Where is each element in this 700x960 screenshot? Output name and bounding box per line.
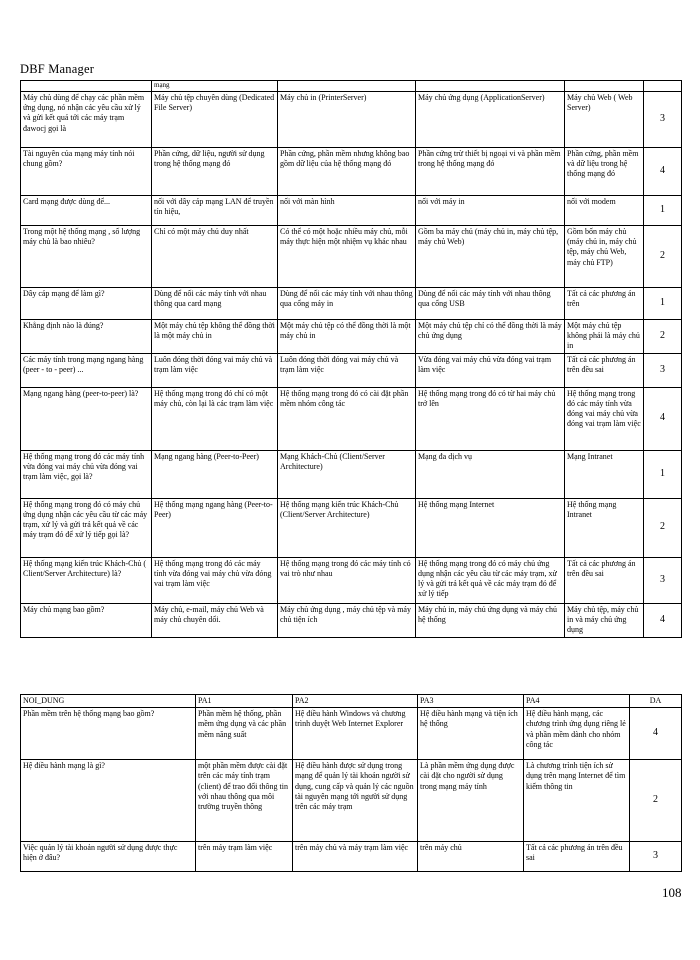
option-cell-pa3: Phần cứng trừ thiết bị ngoại vi và phần mềm trong hệ thống mạng đó xyxy=(416,148,565,196)
header-pa2: PA2 xyxy=(293,695,418,708)
answer-cell: 1 xyxy=(644,450,682,498)
table-row xyxy=(21,196,682,226)
option-cell-pa3: Dùng để nối các máy tính với nhau thông qua cổng USB xyxy=(416,288,565,320)
answer-cell: 2 xyxy=(644,226,682,288)
option-cell-pa3: Máy chủ in, máy chủ ứng dụng và máy chủ hệ thống xyxy=(416,603,565,637)
table-row xyxy=(21,320,682,354)
question-cell: Dây cáp mạng để làm gì? xyxy=(21,288,152,320)
question-cell: Việc quản lý tài khoản người sử dụng được thực hiện ở đâu? xyxy=(21,842,196,872)
question-cell: Máy chủ dùng để chạy các phần mềm ứng dụng, nó nhận các yêu cầu xử lý và gửi kết quả tới các máy trạm đawocj gọi là xyxy=(21,92,152,148)
answer-cell: 4 xyxy=(644,387,682,450)
option-cell-pa2: Máy chủ in (PrinterServer) xyxy=(278,92,416,148)
option-cell-pa2: trên máy chủ và máy trạm làm việc xyxy=(293,842,418,872)
option-cell-pa3: Gồm ba máy chủ (máy chủ in, máy chủ tệp, máy chủ Web) xyxy=(416,226,565,288)
option-cell-pa4: Hệ điều hành mạng, các chương trình ứng dụng riêng lẻ và phần mềm dành cho nhóm công tác xyxy=(524,708,630,760)
option-cell-pa2: Dùng để nối các máy tính với nhau thông qua cổng máy in xyxy=(278,288,416,320)
option-cell-pa1: Máy chủ, e-mail, máy chủ Web và máy chủ chuyên dổi. xyxy=(152,603,278,637)
table-row xyxy=(21,450,682,498)
answer-cell: 4 xyxy=(630,708,682,760)
answer-cell: 4 xyxy=(644,148,682,196)
question-cell: Tài nguyên của mạng máy tính nói chung gồm? xyxy=(21,148,152,196)
table-row xyxy=(21,708,682,760)
header-da: DA xyxy=(630,695,682,708)
table-row xyxy=(21,760,682,842)
question-cell: Máy chủ mạng bao gồm? xyxy=(21,603,152,637)
option-cell-pa2: Phần cứng, phần mềm nhưng không bao gồm dữ liệu của hệ thống mạng đó xyxy=(278,148,416,196)
question-cell: Khẳng định nào là đúng? xyxy=(21,320,152,354)
option-cell-pa2: Mạng Khách-Chủ (Client/Server Architecture) xyxy=(278,450,416,498)
option-cell-pa2: Hệ thống mạng kiến trúc Khách-Chủ (Client/Server Architecture) xyxy=(278,498,416,557)
option-cell-pa1: Phần mềm hệ thống, phần mềm ứng dụng và các phần mềm năng suất xyxy=(196,708,293,760)
option-cell-pa3: Hệ thống mạng trong đó có máy chủ ứng dụng nhận các yêu cầu từ các máy trạm, xử lý và gửi trả kết quả về các máy trạm đó để xử lý tiếp xyxy=(416,557,565,603)
option-cell-pa2: nối với màn hình xyxy=(278,196,416,226)
option-cell-pa1: nối với dây cáp mạng LAN để truyền tín hiệu, xyxy=(152,196,278,226)
option-cell-pa2: Có thể có một hoặc nhiều máy chủ, mỗi máy thực hiện một nhiệm vụ khác nhau xyxy=(278,226,416,288)
question-table-2 xyxy=(20,694,682,872)
option-cell-pa1: Hệ thống mạng trong đó chỉ có một máy chủ, còn lại là các trạm làm việc xyxy=(152,387,278,450)
option-cell-pa4: Phần cứng, phần mềm và dữ liệu trong hệ thống mạng đó xyxy=(565,148,644,196)
question-cell: Hệ thống mạng trong đó có máy chủ ứng dụng nhận các yêu cầu từ các máy trạm, xử lý và gửi trả kết quả về các máy trạm đó để xử lý tiếp gọi là? xyxy=(21,498,152,557)
answer-cell: 2 xyxy=(630,760,682,842)
option-cell-pa1: Hệ thống mạng trong đó các máy tính vừa đóng vai máy chủ vừa đóng vai trạm làm việc xyxy=(152,557,278,603)
option-cell-pa3: Một máy chủ tệp chỉ có thể đồng thời là máy chủ ứng dụng xyxy=(416,320,565,354)
option-cell-pa2: Luôn đóng thời đóng vai máy chủ và trạm làm việc xyxy=(278,353,416,387)
question-cell: Hệ điều hành mạng là gì? xyxy=(21,760,196,842)
option-cell-pa2: Một máy chủ tệp có thể đồng thời là một máy chủ in xyxy=(278,320,416,354)
page-number: 108 xyxy=(662,885,682,900)
answer-cell: 3 xyxy=(644,92,682,148)
question-cell: Mạng ngang hàng (peer-to-peer) là? xyxy=(21,387,152,450)
table-row xyxy=(21,353,682,387)
question-cell: Các máy tính trong mạng ngang hàng (peer - to - peer) ... xyxy=(21,353,152,387)
answer-cell: 3 xyxy=(644,557,682,603)
continued-cell: mạng xyxy=(152,81,278,92)
table-row xyxy=(21,92,682,148)
table-row xyxy=(21,603,682,637)
answer-cell: 2 xyxy=(644,498,682,557)
option-cell-pa1: Phần cứng, dữ liệu, người sử dụng trong hệ thống mạng đó xyxy=(152,148,278,196)
option-cell-pa4: Tất cả các phương án trên đều sai xyxy=(524,842,630,872)
option-cell-pa3: Hệ thống mạng trong đó có từ hai máy chủ trở lên xyxy=(416,387,565,450)
option-cell-pa1: Hệ thống mạng ngang hàng (Peer-to-Peer) xyxy=(152,498,278,557)
option-cell-pa4: Hệ thống mạng trong đó các máy tính vừa đóng vai máy chủ vừa đóng vai trạm làm việc xyxy=(565,387,644,450)
table-header-row xyxy=(21,695,682,708)
option-cell-pa4: Tất cả các phương án trên xyxy=(565,288,644,320)
option-cell-pa3: Là phần mềm ứng dụng được cài đặt cho người sử dụng trong mạng máy tính xyxy=(418,760,524,842)
option-cell-pa1: Máy chủ tệp chuyên dùng (Dedicated File Server) xyxy=(152,92,278,148)
answer-cell: 3 xyxy=(644,353,682,387)
option-cell-pa2: Hệ điều hành được sử dụng trong mạng để quản lý tài khoản người sử dụng, cung cấp và quản lý các nguồn tài nguyên mạng tới người sử dụng trên các máy trạm xyxy=(293,760,418,842)
option-cell-pa3: Hệ điều hành mạng và tiện ích hệ thống xyxy=(418,708,524,760)
header-noi-dung: NOI_DUNG xyxy=(21,695,196,708)
option-cell-pa2: Máy chủ ứng dụng , máy chủ tệp và máy chủ tiện ích xyxy=(278,603,416,637)
option-cell-pa1: Chỉ có một máy chủ duy nhất xyxy=(152,226,278,288)
option-cell-pa3: nối với máy in xyxy=(416,196,565,226)
question-cell: Card mạng được dùng để... xyxy=(21,196,152,226)
question-cell: Hệ thống mạng kiến trúc Khách-Chủ ( Client/Server Architecture) là? xyxy=(21,557,152,603)
option-cell-pa4: Máy chủ tệp, máy chủ in và máy chủ ứng dụng xyxy=(565,603,644,637)
option-cell-pa4: Hệ thống mạng Intranet xyxy=(565,498,644,557)
option-cell-pa4: Là chương trình tiện ích sử dụng trên mạng Internet để tìm kiếm thông tin xyxy=(524,760,630,842)
option-cell-pa2: Hệ điều hành Windows và chương trình duyệt Web Internet Explorer xyxy=(293,708,418,760)
option-cell-pa1: Mạng ngang hàng (Peer-to-Peer) xyxy=(152,450,278,498)
answer-cell: 4 xyxy=(644,603,682,637)
question-cell: Hệ thống mạng trong đó các máy tính vừa đóng vai máy chủ vừa đóng vai trạm làm việc, gọi là? xyxy=(21,450,152,498)
option-cell-pa2: Hệ thống mạng trong đó các máy tính có vai trò như nhau xyxy=(278,557,416,603)
option-cell-pa1: Một máy chủ tệp không thể đồng thời là một máy chủ in xyxy=(152,320,278,354)
option-cell-pa3: Máy chủ ứng dụng (ApplicationServer) xyxy=(416,92,565,148)
table-row xyxy=(21,226,682,288)
table-row xyxy=(21,148,682,196)
table-row xyxy=(21,387,682,450)
option-cell-pa4: Máy chủ Web ( Web Server) xyxy=(565,92,644,148)
option-cell-pa3: Vừa đóng vai máy chủ vừa đóng vai trạm làm việc xyxy=(416,353,565,387)
answer-cell: 3 xyxy=(630,842,682,872)
option-cell-pa3: Hệ thống mạng Internet xyxy=(416,498,565,557)
option-cell-pa3: trên máy chủ xyxy=(418,842,524,872)
table-row xyxy=(21,498,682,557)
answer-cell: 1 xyxy=(644,288,682,320)
header-pa1: PA1 xyxy=(196,695,293,708)
option-cell-pa4: nối với modem xyxy=(565,196,644,226)
option-cell-pa3: Mạng đa dịch vụ xyxy=(416,450,565,498)
table-row xyxy=(21,842,682,872)
option-cell-pa1: Luôn đóng thời đóng vai máy chủ và trạm làm việc xyxy=(152,353,278,387)
question-cell: Phần mềm trên hệ thống mạng bao gồm? xyxy=(21,708,196,760)
option-cell-pa1: Dùng để nối các máy tính với nhau thông qua card mạng xyxy=(152,288,278,320)
table-row xyxy=(21,557,682,603)
answer-cell: 2 xyxy=(644,320,682,354)
option-cell-pa4: Gồm bốn máy chủ (máy chủ in, máy chủ tệp, máy chủ Web, máy chủ FTP) xyxy=(565,226,644,288)
option-cell-pa4: Mạng Intranet xyxy=(565,450,644,498)
header-pa3: PA3 xyxy=(418,695,524,708)
question-table-1 xyxy=(20,80,682,638)
answer-cell: 1 xyxy=(644,196,682,226)
option-cell-pa1: một phần mềm được cài đặt trên các máy tính trạm (client) để trao đổi thông tin với nhau thông qua môi trường truyền thông xyxy=(196,760,293,842)
header-pa4: PA4 xyxy=(524,695,630,708)
option-cell-pa1: trên máy trạm làm việc xyxy=(196,842,293,872)
question-cell: Trong một hệ thống mạng , số lượng máy chủ là bao nhiêu? xyxy=(21,226,152,288)
option-cell-pa2: Hệ thống mạng trong đó có cài đặt phần mềm nhóm công tác xyxy=(278,387,416,450)
document-title: DBF Manager xyxy=(20,62,95,76)
option-cell-pa4: Tất cả các phương án trên đều sai xyxy=(565,557,644,603)
table-row-continuation xyxy=(21,81,682,92)
option-cell-pa4: Tất cả các phương án trên đều sai xyxy=(565,353,644,387)
table-row xyxy=(21,288,682,320)
option-cell-pa4: Một máy chủ tệp không phải là máy chủ in xyxy=(565,320,644,354)
